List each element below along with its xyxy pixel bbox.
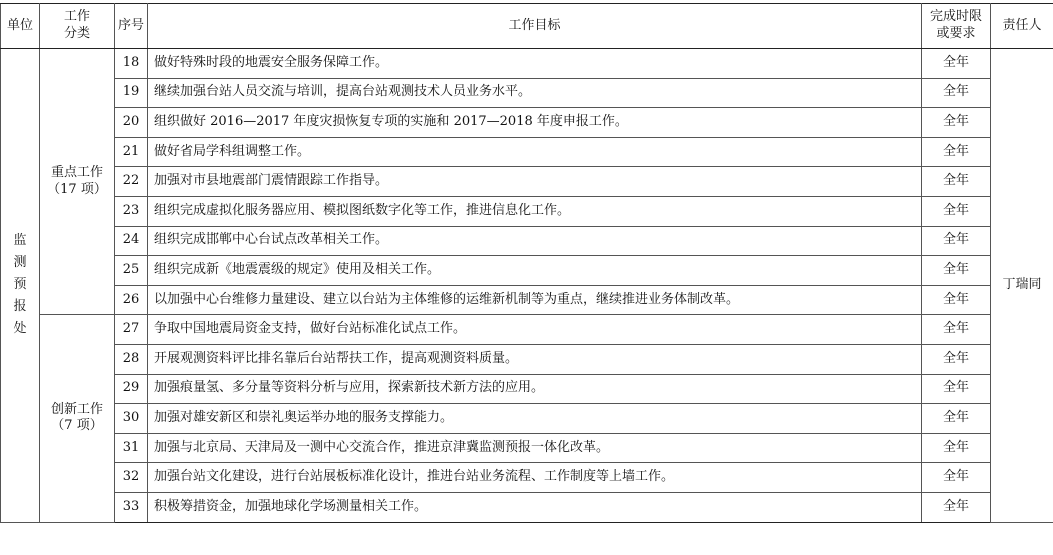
row-deadline: 全年 [922, 108, 991, 138]
row-deadline: 全年 [922, 78, 991, 108]
row-number: 33 [115, 492, 148, 522]
row-goal: 加强对市县地震部门震情跟踪工作指导。 [148, 167, 922, 197]
row-number: 22 [115, 167, 148, 197]
row-number: 29 [115, 374, 148, 404]
unit-cell [1, 49, 40, 523]
category-line2: （17 项） [47, 181, 107, 197]
row-goal: 加强与北京局、天津局及一测中心交流合作，推进京津冀监测预报一体化改革。 [148, 433, 922, 463]
table-row [1, 137, 1053, 167]
category-cell [40, 49, 115, 315]
table-row [1, 463, 1053, 493]
row-number: 28 [115, 344, 148, 374]
row-goal: 加强痕量氢、多分量等资料分析与应用，探索新技术新方法的应用。 [148, 374, 922, 404]
table-body [1, 49, 1053, 523]
header-owner: 责任人 [991, 4, 1053, 49]
table-row [1, 167, 1053, 197]
row-number: 23 [115, 196, 148, 226]
row-goal: 组织完成新《地震震级的规定》使用及相关工作。 [148, 256, 922, 286]
row-deadline: 全年 [922, 374, 991, 404]
row-deadline: 全年 [922, 137, 991, 167]
owner-cell: 丁瑞同 [991, 49, 1053, 523]
row-goal: 争取中国地震局资金支持，做好台站标准化试点工作。 [148, 315, 922, 345]
row-number: 30 [115, 404, 148, 434]
row-goal: 继续加强台站人员交流与培训，提高台站观测技术人员业务水平。 [148, 78, 922, 108]
row-deadline: 全年 [922, 492, 991, 522]
row-goal: 组织完成虚拟化服务器应用、模拟图纸数字化等工作，推进信息化工作。 [148, 196, 922, 226]
header-unit: 单位 [1, 4, 40, 49]
row-deadline: 全年 [922, 256, 991, 286]
row-number: 18 [115, 49, 148, 79]
row-goal: 加强台站文化建设，进行台站展板标准化设计，推进台站业务流程、工作制度等上墙工作。 [148, 463, 922, 493]
row-number: 26 [115, 285, 148, 315]
row-number: 21 [115, 137, 148, 167]
row-number: 25 [115, 256, 148, 286]
row-number: 31 [115, 433, 148, 463]
row-deadline: 全年 [922, 315, 991, 345]
header-deadline-line2: 或要求 [936, 26, 976, 41]
row-goal: 积极筹措资金，加强地球化学场测量相关工作。 [148, 492, 922, 522]
row-number: 32 [115, 463, 148, 493]
category-line1: 重点工作 [50, 164, 103, 180]
header-category [40, 4, 115, 49]
table-row [1, 315, 1053, 345]
table-header [1, 4, 1053, 49]
table-row [1, 108, 1053, 138]
row-deadline: 全年 [922, 49, 991, 79]
row-number: 27 [115, 315, 148, 345]
row-goal: 加强对雄安新区和崇礼奥运举办地的服务支撑能力。 [148, 404, 922, 434]
category-cell [40, 315, 115, 522]
row-goal: 以加强中心台维修力量建设、建立以台站为主体维修的运维新机制等为重点，继续推进业务体制改革。 [148, 285, 922, 315]
table-row [1, 433, 1053, 463]
row-deadline: 全年 [922, 285, 991, 315]
row-goal: 开展观测资料评比排名靠后台站帮扶工作，提高观测资料质量。 [148, 344, 922, 374]
row-deadline: 全年 [922, 404, 991, 434]
row-deadline: 全年 [922, 196, 991, 226]
category-line2: （7 项） [51, 418, 103, 434]
table-row [1, 49, 1053, 79]
row-goal: 做好特殊时段的地震安全服务保障工作。 [148, 49, 922, 79]
header-category-line2: 分类 [63, 26, 90, 41]
work-plan-table [0, 3, 1053, 523]
table-row [1, 374, 1053, 404]
header-number: 序号 [115, 4, 148, 49]
row-goal: 组织做好 2016—2017 年度灾损恢复专项的实施和 2017—2018 年度申报工作。 [148, 108, 922, 138]
row-deadline: 全年 [922, 433, 991, 463]
row-number: 20 [115, 108, 148, 138]
row-number: 24 [115, 226, 148, 256]
row-goal: 组织完成邯郸中心台试点改革相关工作。 [148, 226, 922, 256]
row-deadline: 全年 [922, 463, 991, 493]
header-goal: 工作目标 [148, 4, 922, 49]
row-deadline: 全年 [922, 167, 991, 197]
row-goal: 做好省局学科组调整工作。 [148, 137, 922, 167]
table-row [1, 196, 1053, 226]
table-row [1, 256, 1053, 286]
table-row [1, 226, 1053, 256]
header-deadline-line1: 完成时限 [929, 9, 982, 25]
category-line1: 创新工作 [50, 401, 103, 417]
row-number: 19 [115, 78, 148, 108]
unit-name: 监测预报处 [13, 233, 27, 337]
header-deadline [922, 4, 991, 49]
table-row [1, 78, 1053, 108]
table-row [1, 344, 1053, 374]
table-row [1, 492, 1053, 522]
table-row [1, 404, 1053, 434]
row-deadline: 全年 [922, 226, 991, 256]
row-deadline: 全年 [922, 344, 991, 374]
header-category-line1: 工作 [63, 9, 90, 25]
table-row [1, 285, 1053, 315]
